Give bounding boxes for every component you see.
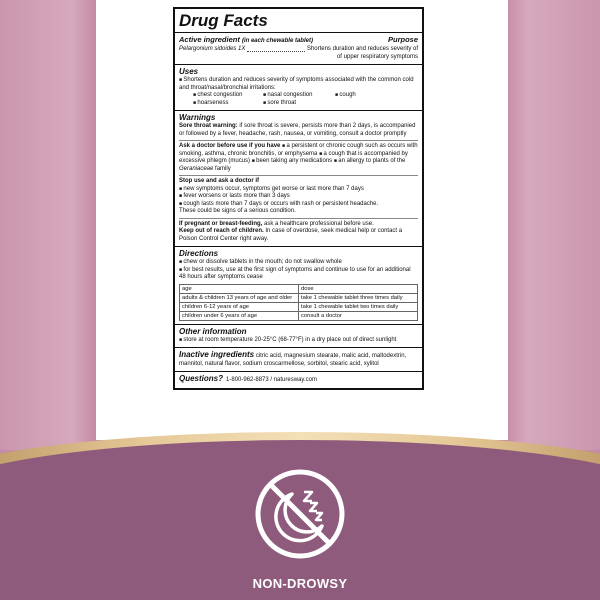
no-sleep-icon [252, 466, 348, 562]
keep-out-warning: Keep out of reach of children. In case of overdose, seek medical help or contact a Poison Control Center right away. [179, 228, 403, 242]
purpose-text-2: of upper respiratory symptoms [336, 53, 418, 60]
stop-use-warning: Stop use and ask a doctor if ■ new symptoms occur, symptoms get worse or last more than 7 days ■ fever worsens or lasts more than 3 days ■ cough lasts more than 7 days or occurs with rash or persistent headache. These could be signs of a serious condition. [179, 175, 418, 216]
uses-heading: Uses [179, 67, 199, 76]
stop-note: These could be signs of a serious condition. [179, 208, 296, 214]
inactive-ingredients-section [175, 348, 422, 372]
other-information-heading: Other information [179, 326, 247, 336]
use-item: ■ sore throat [263, 100, 335, 108]
table-row: children 6-12 years of age take 1 chewable tablet two times daily [180, 302, 418, 311]
ask-doctor-warning: Ask a doctor before use if you have ■ a persistent or chronic cough such as occurs with smoking, asthma, chronic bronchitis, or emphysema ■ a cough that is accompanied by excessive phlegm (mucus) ■ been taking any medications ■ an allergy to plants of the Geraniaceae family [179, 140, 418, 173]
warnings-heading: Warnings [179, 113, 216, 122]
other-information-section [175, 325, 422, 349]
storage-text: ■ store at room temperature 20-25°C (68-77°F) in a dry place out of direct sunlight [179, 337, 418, 345]
inactive-ingredients-heading: Inactive ingredients [179, 350, 255, 359]
warnings-section [175, 111, 422, 247]
active-ingredient-section [175, 33, 422, 65]
dosage-table [179, 284, 418, 321]
pregnancy-warning: If pregnant or breast-feeding, ask a healthcare professional before use. [179, 218, 418, 229]
use-item: ■ nasal congestion [263, 92, 335, 100]
direction-item: ■ for best results, use at the first sign of symptoms and continue to use for an additional 48 hours after symptoms cease [179, 267, 418, 282]
directions-section [175, 247, 422, 325]
inactive-ingredients-text: citric acid, magnesium stearate, malic acid, maltodextrin, mannitol, natural flavor, sodium croscarmellose, sorbitol, stearic acid, xylitol [179, 353, 407, 367]
purpose-text-1: Shortens duration and reduces severity of [306, 46, 418, 52]
table-row: age dose [180, 284, 418, 293]
direction-item: ■ chew or dissolve tablets in the mouth; do not swallow whole [179, 259, 418, 267]
use-item: ■ hoarseness [193, 100, 263, 108]
directions-heading: Directions [179, 249, 219, 258]
uses-text: ■ Shortens duration and reduces severity of symptoms associated with the common cold and throat/nasal/bronchial irritations: [179, 77, 418, 92]
sore-throat-warning: Sore throat warning: if sore throat is severe, persists more than 2 days, is accompanied or followed by a fever, headache, rash, nausea, or vomiting, consult a doctor promptly [179, 123, 416, 137]
use-item: ■ cough [335, 92, 395, 100]
table-row: children under 6 years of age consult a doctor [180, 311, 418, 320]
drug-facts-title: Drug Facts [175, 9, 422, 33]
active-ingredient-heading: Active ingredient (in each chewable tablet) [179, 35, 313, 44]
questions-heading: Questions? [179, 374, 224, 383]
purpose-heading: Purpose [387, 35, 418, 44]
questions-contact: 1-800-962-8873 / naturesway.com [226, 377, 317, 383]
non-drowsy-label: NON-DROWSY [252, 576, 348, 591]
stop-item: ■ fever worsens or lasts more than 3 days [179, 193, 418, 201]
uses-section [175, 65, 422, 111]
ingredient-name: Pelargonium sidoides 1X [179, 46, 246, 52]
questions-section [175, 372, 422, 388]
table-row: adults & children 13 years of age and older take 1 chewable tablet three times daily [180, 293, 418, 302]
drug-facts-panel [173, 7, 424, 390]
leader-dots [247, 46, 305, 52]
stop-item: ■ cough lasts more than 7 days or occurs with rash or persistent headache. [179, 201, 418, 209]
use-item: ■ chest congestion [193, 92, 263, 100]
stop-item: ■ new symptoms occur, symptoms get worse or last more than 7 days [179, 186, 418, 194]
